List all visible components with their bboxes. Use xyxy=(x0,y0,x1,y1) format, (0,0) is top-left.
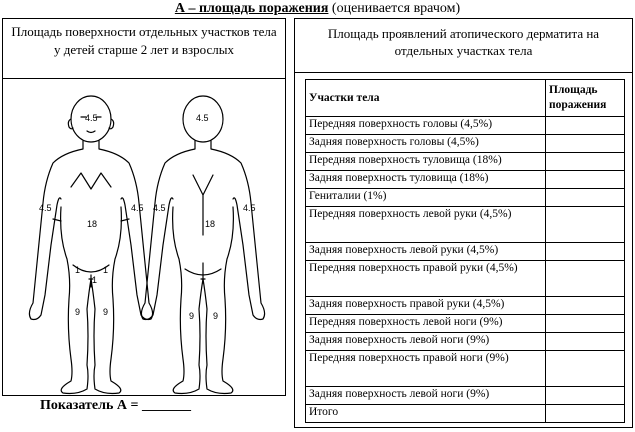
front-label-head: 4.5 xyxy=(85,113,98,123)
area-value-cell[interactable] xyxy=(546,153,625,171)
back-left-leg xyxy=(173,207,205,394)
table-row xyxy=(306,333,625,351)
front-label-left-leg: 9 xyxy=(75,307,81,317)
back-right-side xyxy=(211,141,265,320)
col-header-areas: Участки тела xyxy=(306,80,546,117)
area-name: Передняя поверхность правой руки (4,5%) xyxy=(306,261,546,297)
indicator-a: Показатель А = _______ xyxy=(40,398,191,413)
area-name: Задняя поверхность правой руки (4,5%) xyxy=(306,297,546,315)
body-areas-table xyxy=(305,79,625,423)
table-row xyxy=(306,297,625,315)
area-value-cell[interactable] xyxy=(546,243,625,261)
area-name: Передняя поверхность правой ноги (9%) xyxy=(306,351,546,387)
front-chest-line xyxy=(71,173,111,189)
area-name: Передняя поверхность туловища (18%) xyxy=(306,153,546,171)
back-label-head: 4.5 xyxy=(196,113,209,123)
area-value-cell[interactable] xyxy=(546,333,625,351)
back-label-left-arm: 4.5 xyxy=(153,203,166,213)
col-header-affected-area: Площадь поражения xyxy=(546,80,625,117)
total-value-cell[interactable] xyxy=(546,405,625,423)
area-value-cell[interactable] xyxy=(546,117,625,135)
table-row xyxy=(306,171,625,189)
table-row xyxy=(306,315,625,333)
body-outline-drawing xyxy=(3,79,285,395)
back-label-left-leg: 9 xyxy=(189,311,195,321)
back-label-trunk: 18 xyxy=(205,219,216,229)
body-surface-panel xyxy=(2,18,286,396)
page-title xyxy=(0,1,635,17)
area-value-cell[interactable] xyxy=(546,189,625,207)
back-buttocks-line xyxy=(185,263,221,283)
area-value-cell[interactable] xyxy=(546,171,625,189)
table-row xyxy=(306,135,625,153)
area-value-cell[interactable] xyxy=(546,261,625,297)
dermatitis-area-panel xyxy=(294,18,633,428)
front-label-left-groin: 1 xyxy=(75,265,81,275)
area-name: Гениталии (1%) xyxy=(306,189,546,207)
body-surface-header: Площадь поверхности отдельных участков тела у детей старше 2 лет и взрослых xyxy=(3,19,285,79)
body-diagram xyxy=(3,79,285,395)
front-left-leg xyxy=(61,207,93,394)
front-label-genitals: 1 xyxy=(92,275,98,285)
table-row xyxy=(306,243,625,261)
front-left-side xyxy=(29,141,83,320)
front-label-right-arm: 4.5 xyxy=(131,203,144,213)
table-row xyxy=(306,117,625,135)
table-row xyxy=(306,207,625,243)
area-name: Задняя поверхность левой ноги (9%) xyxy=(306,387,546,405)
area-value-cell[interactable] xyxy=(546,297,625,315)
area-name: Передняя поверхность левой руки (4,5%) xyxy=(306,207,546,243)
area-value-cell[interactable] xyxy=(546,387,625,405)
area-name: Задняя поверхность туловища (18%) xyxy=(306,171,546,189)
front-label-right-leg: 9 xyxy=(103,307,109,317)
table-row xyxy=(306,387,625,405)
area-value-cell[interactable] xyxy=(546,351,625,387)
area-name: Задняя поверхность левой ноги (9%) xyxy=(306,333,546,351)
back-right-leg xyxy=(201,207,233,394)
table-header-row xyxy=(306,80,625,117)
area-value-cell[interactable] xyxy=(546,207,625,243)
area-name: Задняя поверхность левой руки (4,5%) xyxy=(306,243,546,261)
front-right-side xyxy=(99,141,153,320)
area-name: Задняя поверхность головы (4,5%) xyxy=(306,135,546,153)
back-label-right-leg: 9 xyxy=(213,311,219,321)
back-left-side xyxy=(141,141,195,320)
table-row xyxy=(306,261,625,297)
front-label-right-groin: 1 xyxy=(103,265,109,275)
front-right-leg xyxy=(89,207,121,394)
front-label-left-arm: 4.5 xyxy=(39,203,52,213)
table-row xyxy=(306,153,625,171)
table-row xyxy=(306,189,625,207)
table-row-total xyxy=(306,405,625,423)
area-name: Передняя поверхность головы (4,5%) xyxy=(306,117,546,135)
area-name: Передняя поверхность левой ноги (9%) xyxy=(306,315,546,333)
table-row xyxy=(306,351,625,387)
title-bold: А – площадь поражения xyxy=(174,1,329,16)
back-label-right-arm: 4.5 xyxy=(243,203,256,213)
area-value-cell[interactable] xyxy=(546,315,625,333)
title-rest: (оценивается врачом) xyxy=(328,1,461,16)
total-label: Итого xyxy=(306,405,546,423)
dermatitis-area-header: Площадь проявлений атопического дерматита на отдельных участках тела xyxy=(295,19,632,73)
area-value-cell[interactable] xyxy=(546,135,625,153)
front-label-trunk: 18 xyxy=(87,219,98,229)
